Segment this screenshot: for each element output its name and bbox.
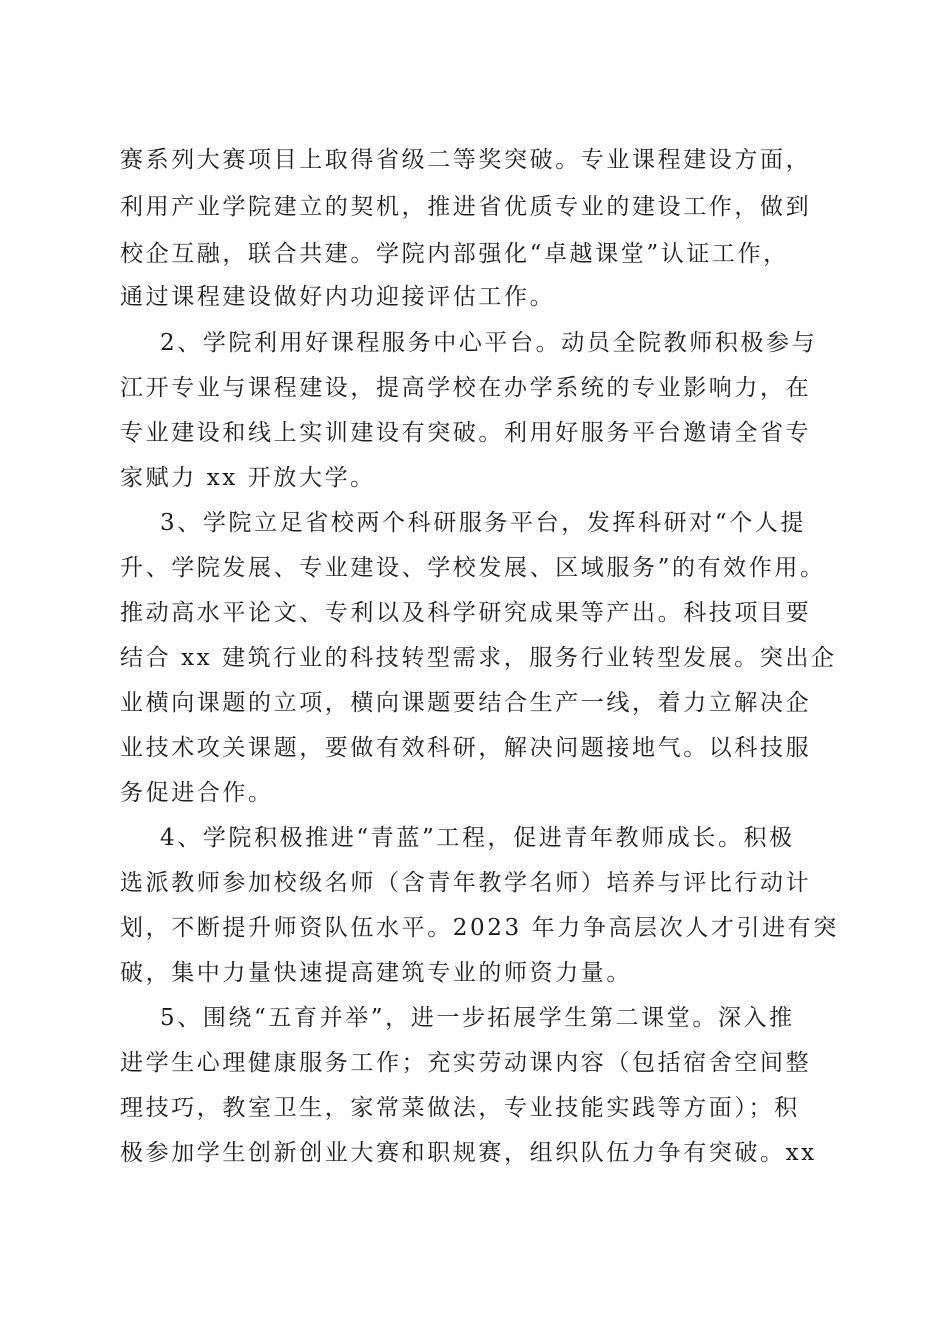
paragraph-3-start: 3、学院立足省校两个科研服务平台，发挥科研对“个人提 (160, 510, 806, 536)
text-line: 江开专业与课程建设，提高学校在办学系统的专业影响力，在 (120, 375, 812, 401)
text-line: 选派教师参加校级名师（含青年教学名师）培养与评比行动计 (120, 870, 812, 896)
text-line: 务促进合作。 (120, 780, 274, 806)
paragraph-5-start: 5、围绕“五育并举”，进一步拓展学生第二课堂。深入推 (160, 1005, 795, 1031)
text-line: 赛系列大赛项目上取得省级二等奖突破。专业课程建设方面， (120, 147, 812, 173)
text-line: 推动高水平论文、专利以及科学研究成果等产出。科技项目要 (120, 600, 812, 626)
text-line: 利用产业学院建立的契机，推进省优质专业的建设工作，做到 (120, 194, 812, 220)
text-line: 业横向课题的立项，横向课题要结合生产一线，着力立解决企 (120, 690, 812, 716)
text-line: 业技术攻关课题，要做有效科研，解决问题接地气。以科技服 (120, 735, 812, 761)
text-line: 校企互融，联合共建。学院内部强化“卓越课堂”认证工作， (120, 241, 789, 267)
paragraph-4-start: 4、学院积极推进“青蓝”工程，促进青年教师成长。积极 (160, 825, 795, 851)
paragraph-2-start: 2、学院利用好课程服务中心平台。动员全院教师积极参与 (160, 330, 818, 356)
text-line: 极参加学生创新创业大赛和职规赛，组织队伍力争有突破。xx (120, 1140, 817, 1166)
text-line: 专业建设和线上实训建设有突破。利用好服务平台邀请全省专 (120, 420, 812, 446)
text-line: 破，集中力量快速提高建筑专业的师资力量。 (120, 960, 632, 986)
text-line: 理技巧，教室卫生，家常菜做法，专业技能实践等方面）；积 (120, 1095, 800, 1121)
text-line: 划，不断提升师资队伍水平。2023 年力争高层次人才引进有突 (120, 915, 839, 941)
text-line: 通过课程建设做好内功迎接评估工作。 (120, 284, 556, 310)
text-line: 进学生心理健康服务工作；充实劳动课内容（包括宿舍空间整 (120, 1050, 812, 1076)
text-line: 升、学院发展、专业建设、学校发展、区域服务”的有效作用。 (120, 555, 826, 581)
text-line: 结合 xx 建筑行业的科技转型需求，服务行业转型发展。突出企 (120, 645, 837, 671)
text-line: 家赋力 xx 开放大学。 (120, 465, 376, 491)
